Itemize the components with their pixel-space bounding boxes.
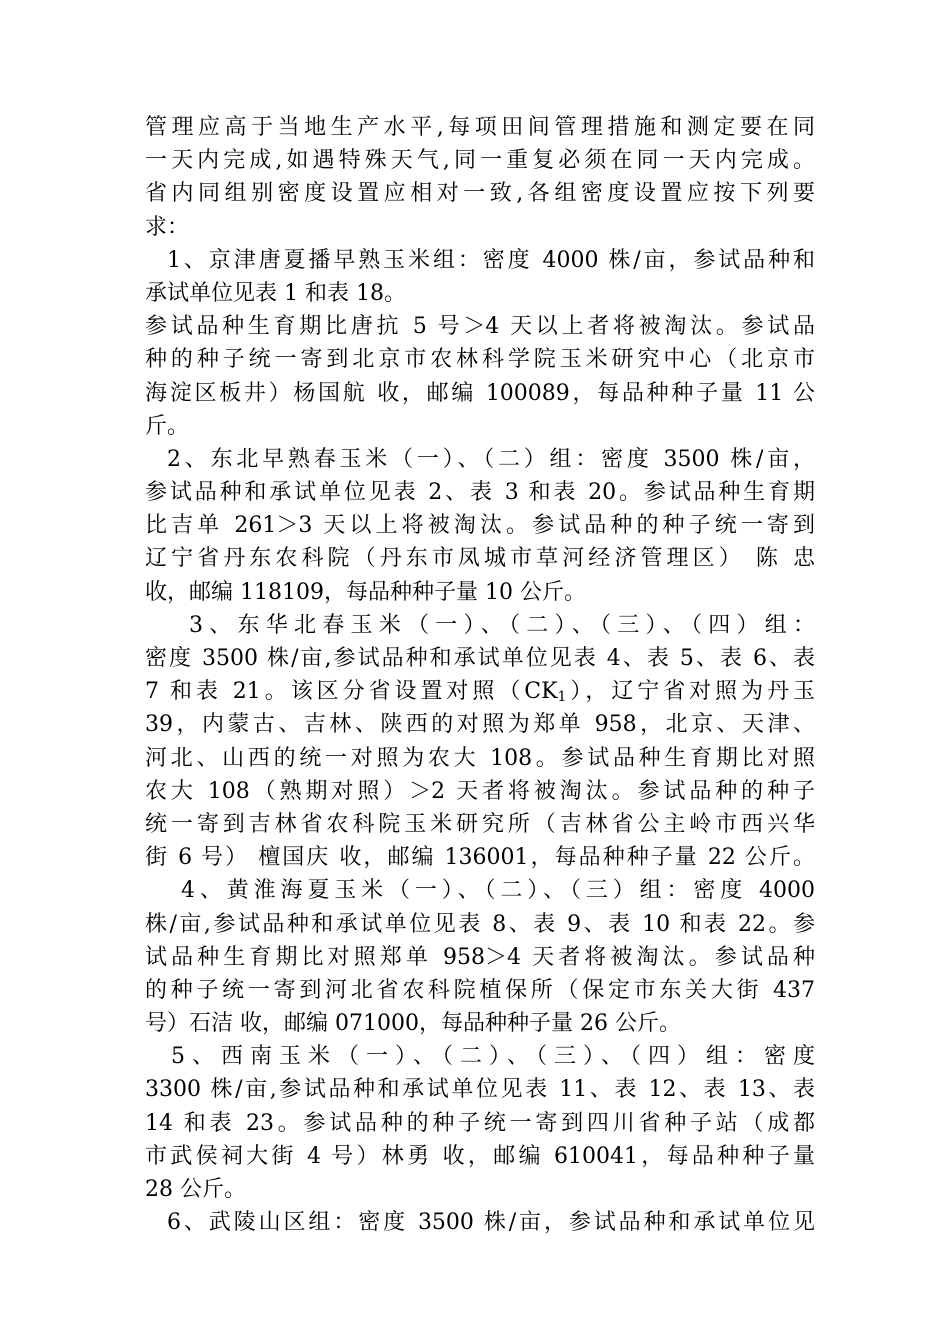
text-line: 承试单位见表 1 和表 18。 (145, 280, 406, 306)
text-line: 28 公斤。 (145, 1177, 246, 1202)
text-line: 市武侯祠大街 4 号）林勇 收，邮编 610041，每品种种子量 (145, 1143, 815, 1169)
text-line: 3300 株/亩,参试品种和承试单位见表 11、表 12、表 13、表 (145, 1077, 815, 1103)
text-line: 14 和表 23。参试品种的种子统一寄到四川省种子站（成都 (145, 1110, 815, 1136)
subscript: 1 (557, 689, 567, 706)
text-line: 求： (145, 214, 190, 240)
text-line: 辽宁省丹东农科院（丹东市凤城市草河经济管理区） 陈 忠 (145, 546, 815, 572)
text-line: 省内同组别密度设置应相对一致,各组密度设置应按下列要 (145, 181, 815, 207)
text-line: 6、武陵山区组：密度 3500 株/亩，参试品种和承试单位见 (167, 1210, 815, 1236)
text-line: 株/亩,参试品种和承试单位见表 8、表 9、表 10 和表 22。参 (145, 911, 815, 937)
text-segment: 7 和表 21。该区分省设置对照（CK (145, 679, 558, 705)
text-line: 海淀区板井）杨国航 收，邮编 100089，每品种种子量 11 公 (145, 380, 815, 406)
text-line: 1、京津唐夏播早熟玉米组：密度 4000 株/亩，参试品种和 (167, 247, 815, 273)
text-segment: ），辽宁省对照为丹玉 (566, 679, 815, 705)
body-text (145, 111, 815, 1239)
text-line: 4、黄淮海夏玉米（一）、（二）、（三）组：密度 4000 (181, 878, 815, 904)
text-line: 收，邮编 118109，每品种种子量 10 公斤。 (145, 579, 586, 605)
text-line: 河北、山西的统一对照为农大 108。参试品种生育期比对照 (145, 745, 815, 771)
text-line: 2、东北早熟春玉米（一）、（二）组：密度 3500 株/亩， (167, 446, 815, 472)
text-line: 5、西南玉米（一）、（二）、（三）、（四）组：密度 (171, 1044, 815, 1070)
text-line: 试品种生育期比对照郑单 958＞4 天者将被淘汰。参试品种 (145, 944, 815, 970)
text-line: 比吉单 261＞3 天以上将被淘汰。参试品种的种子统一寄到 (145, 513, 815, 539)
text-line: 号）石洁 收，邮编 071000，每品种种子量 26 公斤。 (145, 1011, 681, 1037)
text-line: 一天内完成,如遇特殊天气,同一重复必须在同一天内完成。 (145, 148, 815, 174)
text-line (145, 675, 815, 708)
text-line: 3、东华北春玉米（一）、（二）、（三）、（四）组： (189, 612, 815, 638)
text-line: 统一寄到吉林省农科院玉米研究所（吉林省公主岭市西兴华 (145, 811, 815, 837)
text-line: 参试品种生育期比唐抗 5 号＞4 天以上者将被淘汰。参试品 (145, 314, 815, 340)
text-line: 参试品种和承试单位见表 2、表 3 和表 20。参试品种生育期 (145, 480, 815, 506)
text-line: 39，内蒙古、吉林、陕西的对照为郑单 958，北京、天津、 (145, 712, 815, 738)
text-line: 农大 108（熟期对照）＞2 天者将被淘汰。参试品种的种子 (145, 778, 815, 804)
text-line: 的种子统一寄到河北省农科院植保所（保定市东关大街 437 (145, 977, 815, 1003)
text-line: 密度 3500 株/亩,参试品种和承试单位见表 4、表 5、表 6、表 (145, 646, 815, 671)
text-line: 管理应高于当地生产水平,每项田间管理措施和测定要在同 (145, 115, 815, 140)
text-line: 斤。 (145, 413, 190, 439)
text-line: 街 6 号） 檀国庆 收，邮编 136001，每品种种子量 22 公斤。 (145, 845, 815, 871)
text-line: 种的种子统一寄到北京市农林科学院玉米研究中心（北京市 (145, 347, 815, 373)
